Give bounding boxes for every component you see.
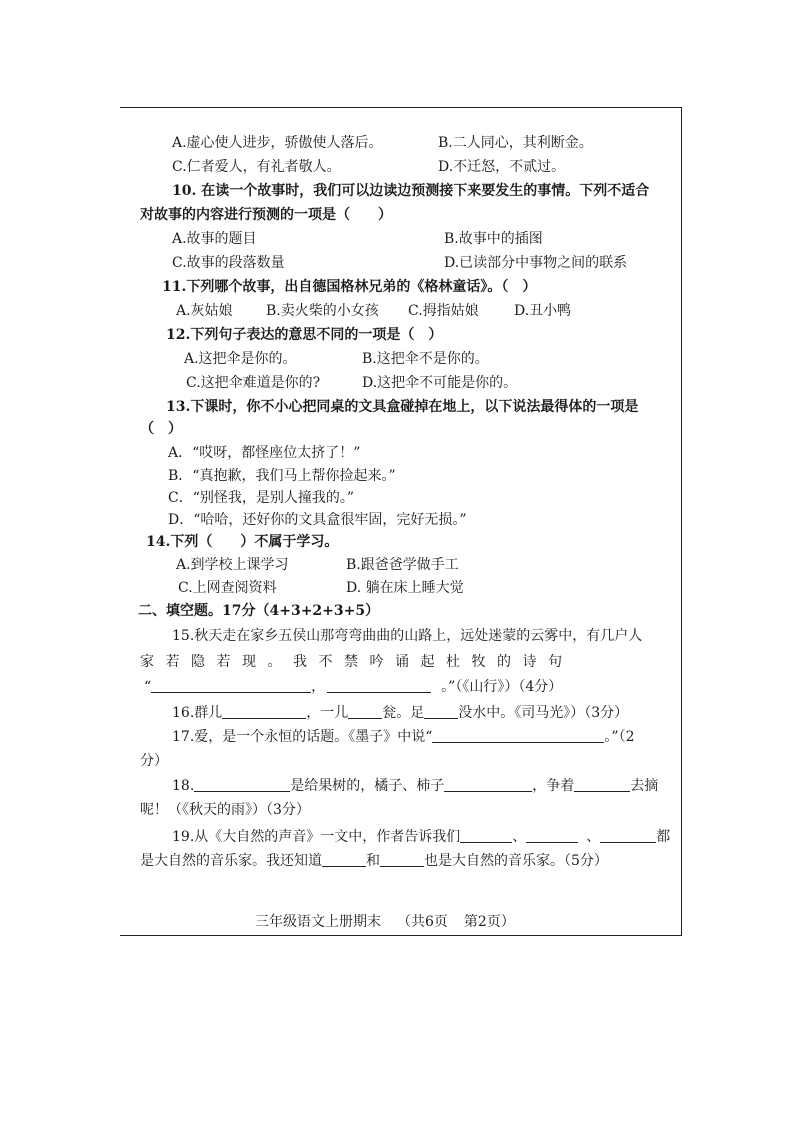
q17-text-1: 17.爱，是一个永恒的话题。《墨子》中说“ xyxy=(172,729,433,745)
q19-blank-5[interactable] xyxy=(380,852,424,867)
q13-option-b: B．“真抱歉，我们马上帮你捡起来。” xyxy=(168,468,396,484)
q9-option-b: B.二人同心，其利断金。 xyxy=(438,135,593,151)
q17-line-2: 分） xyxy=(140,753,168,769)
q13-stem-line-2: （ ） xyxy=(140,421,182,437)
q14-option-a: A.到学校上课学习 xyxy=(176,557,289,573)
q15-blank-2[interactable] xyxy=(327,678,431,693)
q16-text-4: 没水中。《司马光》）（3分） xyxy=(458,705,629,721)
q18-blank-3[interactable] xyxy=(574,777,630,792)
q13-option-d: D．“哈哈，还好你的文具盒很牢固，完好无损。” xyxy=(168,512,467,528)
footer-total-pages: （共6页 xyxy=(397,914,448,930)
q18-text-4: 去摘 xyxy=(630,778,659,794)
q19-line-2-text-3: 也是大自然的音乐家。（5分） xyxy=(424,853,608,869)
q18-text-2: 是给果树的，橘子、柿子 xyxy=(290,778,445,794)
q11-stem: 11.下列哪个故事，出自德国格林兄弟的《格林童话》。（ ） xyxy=(162,279,537,295)
q16-text-3: 瓮。足 xyxy=(382,705,425,721)
q13-option-a: A．“哎呀，都怪座位太挤了！” xyxy=(168,445,361,461)
q15-tail: 。”（《山行》）（4分） xyxy=(441,679,563,695)
q14-stem: 14.下列（ ）不属于学习。 xyxy=(146,534,339,550)
page-border-top xyxy=(120,107,682,108)
q15-open-quote: “ xyxy=(144,679,152,695)
q16-text-2: ，一儿 xyxy=(306,705,349,721)
q10-option-d: D.已读部分中事物之间的联系 xyxy=(444,255,628,271)
footer-subject: 三年级语文上册期末 xyxy=(255,914,381,930)
q19-line-1 xyxy=(172,828,670,846)
q15-comma: ， xyxy=(311,679,326,695)
q9-option-a: A.虚心使人进步，骄傲使人落后。 xyxy=(172,135,383,151)
q16-text-1: 16.群儿 xyxy=(172,705,223,721)
q12-option-a: A.这把伞是你的。 xyxy=(184,351,297,367)
q10-option-a: A.故事的题目 xyxy=(172,231,257,247)
q17-text-2: 。”（2 xyxy=(604,729,635,745)
q19-text-1: 19.从《大自然的声音》一文中，作者告诉我们 xyxy=(172,829,461,845)
q16-blank-2[interactable] xyxy=(348,704,382,719)
q12-stem: 12.下列句子表达的意思不同的一项是（ ） xyxy=(166,327,443,343)
q15-line-3 xyxy=(144,678,562,696)
q19-text-2: 都 xyxy=(656,829,671,845)
q18-text-1: 18. xyxy=(172,778,195,794)
q18-line-2: 呢！（《秋天的雨》）（3分） xyxy=(140,802,310,818)
q15-line-2: 家若隐若现。我不禁吟诵起杜牧的诗句 xyxy=(140,654,574,670)
q10-stem-line-1: 10. 在读一个故事时，我们可以边读边预测接下来要发生的事情。下列不适合 xyxy=(172,183,650,199)
q12-option-b: B.这把伞不是你的。 xyxy=(362,351,489,367)
page-border-bottom xyxy=(120,935,682,936)
q11-option-a: A.灰姑娘 xyxy=(176,303,233,319)
q9-option-d: D.不迁怒，不贰过。 xyxy=(438,159,566,175)
q19-sep-2: 、 xyxy=(586,829,601,845)
q19-sep-1: 、 xyxy=(512,829,527,845)
footer-page-number: 第2页） xyxy=(463,914,515,930)
q19-blank-4[interactable] xyxy=(322,852,366,867)
q9-option-c: C.仁者爱人，有礼者敬人。 xyxy=(172,159,341,175)
q11-option-d: D.丑小鸭 xyxy=(514,303,572,319)
q18-blank-2[interactable] xyxy=(444,777,532,792)
q19-line-2-text-1: 是大自然的音乐家。我还知道 xyxy=(140,853,322,869)
section-2-heading: 二、填空题。17分（4+3+2+3+5） xyxy=(138,603,380,619)
page-footer xyxy=(255,913,531,931)
q17-blank[interactable] xyxy=(432,728,604,743)
q14-option-b: B.跟爸爸学做手工 xyxy=(346,557,459,573)
q13-stem-line-1: 13.下课时，你不小心把同桌的文具盒碰掉在地上，以下说法最得体的一项是 xyxy=(166,399,639,415)
q11-option-c: C.拇指姑娘 xyxy=(408,303,479,319)
q19-line-2 xyxy=(140,852,608,870)
q15-line-1: 15.秋天走在家乡五侯山那弯弯曲曲的山路上，远处迷蒙的云雾中，有几户人 xyxy=(172,628,643,644)
q10-option-b: B.故事中的插图 xyxy=(444,231,543,247)
q17-line-1 xyxy=(172,728,635,746)
q19-blank-3[interactable] xyxy=(600,828,656,843)
q16-blank-1[interactable] xyxy=(222,704,306,719)
q19-line-2-text-2: 和 xyxy=(366,853,380,869)
q19-blank-1[interactable] xyxy=(460,828,512,843)
q12-option-d: D.这把伞不可能是你的。 xyxy=(362,375,518,391)
q14-option-c: C.上网查阅资料 xyxy=(178,580,277,596)
q15-blank-1[interactable] xyxy=(151,678,311,693)
q14-option-d: D. 躺在床上睡大觉 xyxy=(346,580,464,596)
q12-option-c: C.这把伞难道是你的? xyxy=(186,375,321,391)
page-border-right xyxy=(681,107,682,936)
q10-option-c: C.故事的段落数量 xyxy=(172,255,285,271)
q18-text-3: ，争着 xyxy=(532,778,575,794)
q10-stem-line-2: 对故事的内容进行预测的一项是（ ） xyxy=(140,207,392,223)
q19-blank-2[interactable] xyxy=(526,828,578,843)
q16-line xyxy=(172,704,628,722)
q18-line-1 xyxy=(172,777,658,795)
q16-blank-3[interactable] xyxy=(424,704,458,719)
q18-blank-1[interactable] xyxy=(194,777,290,792)
q11-option-b: B.卖火柴的小女孩 xyxy=(266,303,379,319)
q13-option-c: C．“别怪我，是别人撞我的。” xyxy=(168,490,355,506)
